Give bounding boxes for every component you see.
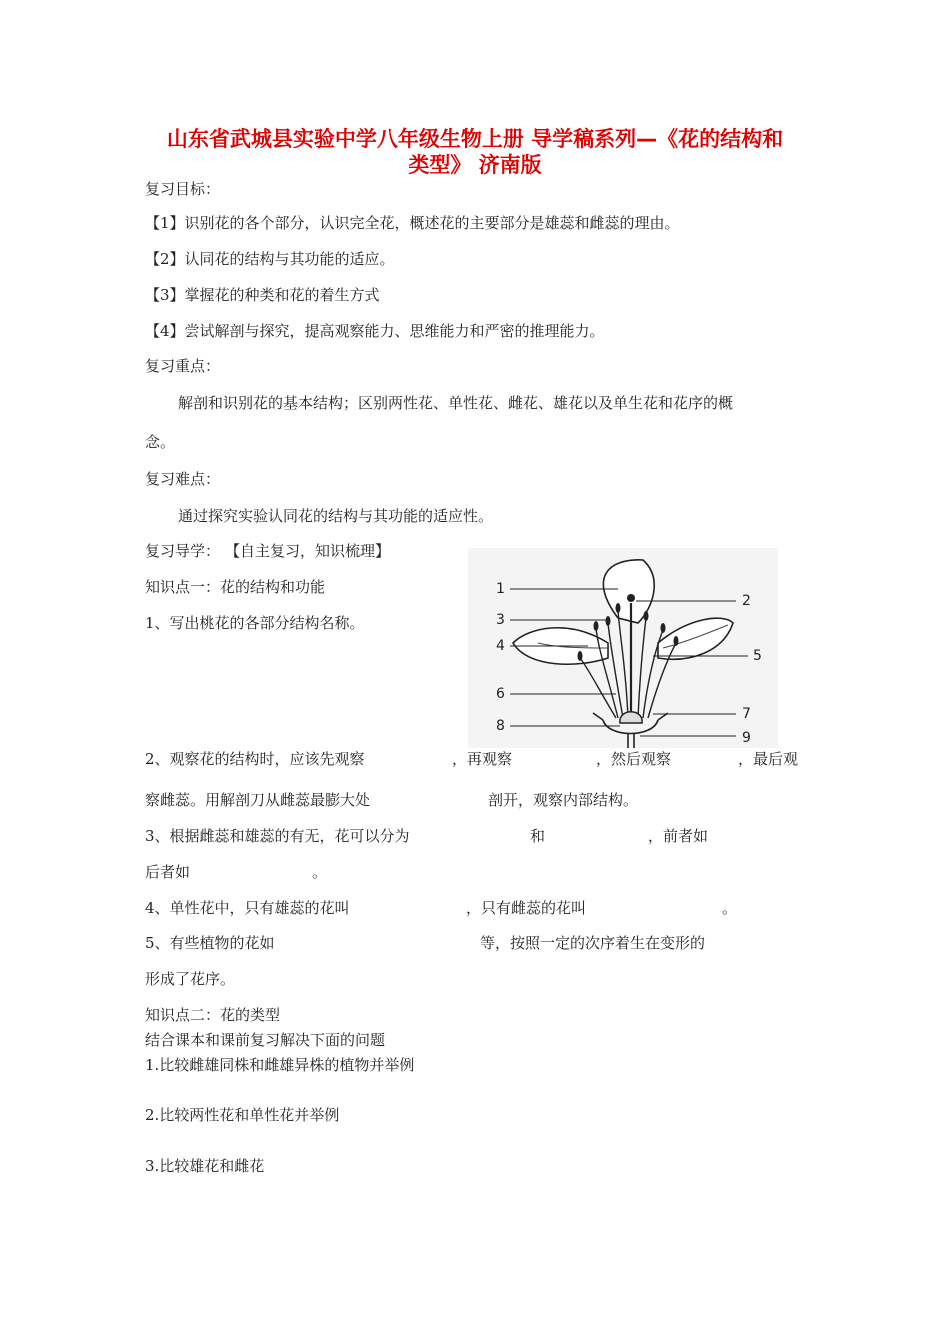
kp2-item-3: 3.比较雄花和雌花 [145,1157,265,1175]
q2-part-e: 察雌蕊。用解剖刀从雌蕊最膨大处 [145,791,371,809]
diagram-label-6: 6 [496,686,505,702]
kp2-item-1: 1.比较雌雄同株和雌雄异株的植物并举例 [145,1056,415,1074]
q3-part-e: 。 [312,863,328,881]
diagram-label-4: 4 [496,638,505,654]
q5-part-b: 等，按照一定的次序着生在变形的 [480,934,706,952]
guide-heading: 复习导学： [145,542,221,560]
q3-part-b: 和 [530,827,546,845]
q5-part-c: 形成了花序。 [145,970,236,988]
peach-flower-diagram [468,548,778,748]
q5-part-a: 5、有些植物的花如 [145,934,275,952]
difficult-points-line1: 通过探究实验认同花的结构与其功能的适应性。 [178,507,494,525]
diagram-label-8: 8 [496,718,505,734]
diagram-label-7: 7 [742,706,751,722]
diagram-label-1: 1 [496,581,505,597]
diagram-label-2: 2 [742,593,751,609]
pistil-stigma [627,594,635,602]
q3-part-a: 3、根据雌蕊和雄蕊的有无，花可以分为 [145,827,410,845]
kp2-intro: 结合课本和课前复习解决下面的问题 [145,1031,386,1049]
q3-part-d: 后者如 [145,863,191,881]
q4-part-a: 4、单性花中，只有雄蕊的花叫 [145,899,350,917]
q3-part-c: ，前者如 [648,827,709,845]
kp1-question-1: 1、写出桃花的各部分结构名称。 [145,614,365,632]
q2-part-f: 剖开，观察内部结构。 [488,791,639,809]
q4-part-b: ，只有雌蕊的花叫 [466,899,587,917]
goal-item-4: 【4】尝试解剖与探究，提高观察能力、思维能力和严密的推理能力。 [145,322,605,340]
ovary-shape [620,712,642,723]
goal-item-2: 【2】认同花的结构与其功能的适应。 [145,250,395,268]
kp1-heading: 知识点一：花的结构和功能 [145,578,326,596]
diagram-label-9: 9 [742,730,751,746]
diagram-label-3: 3 [496,612,505,628]
kp2-heading: 知识点二：花的类型 [145,1006,281,1024]
q4-part-c: 。 [722,899,738,917]
q2-part-b: ，再观察 [452,750,513,768]
q2-part-a: 2、观察花的结构时，应该先观察 [145,750,365,768]
key-points-heading: 复习重点： [145,357,221,375]
document-title-line1: 山东省武城县实验中学八年级生物上册 导学稿系列—《花的结构和 [166,127,784,151]
difficult-points-heading: 复习难点： [145,470,221,488]
q2-part-d: ，最后观 [738,750,799,768]
goals-heading: 复习目标： [145,180,221,198]
goal-item-1: 【1】识别花的各个部分，认识完全花，概述花的主要部分是雄蕊和雌蕊的理由。 [145,214,680,232]
diagram-label-5: 5 [753,648,762,664]
document-title-line2: 类型》 济南版 [408,153,542,177]
guide-subtitle: 【自主复习，知识梳理】 [225,542,391,560]
key-points-line1: 解剖和识别花的基本结构；区别两性花、单性花、雌花、雄花以及单生花和花序的概 [178,394,734,412]
kp2-item-2: 2.比较两性花和单性花并举例 [145,1106,340,1124]
key-points-line2: 念。 [145,433,176,451]
goal-item-3: 【3】掌握花的种类和花的着生方式 [145,286,380,304]
q2-part-c: ，然后观察 [596,750,672,768]
